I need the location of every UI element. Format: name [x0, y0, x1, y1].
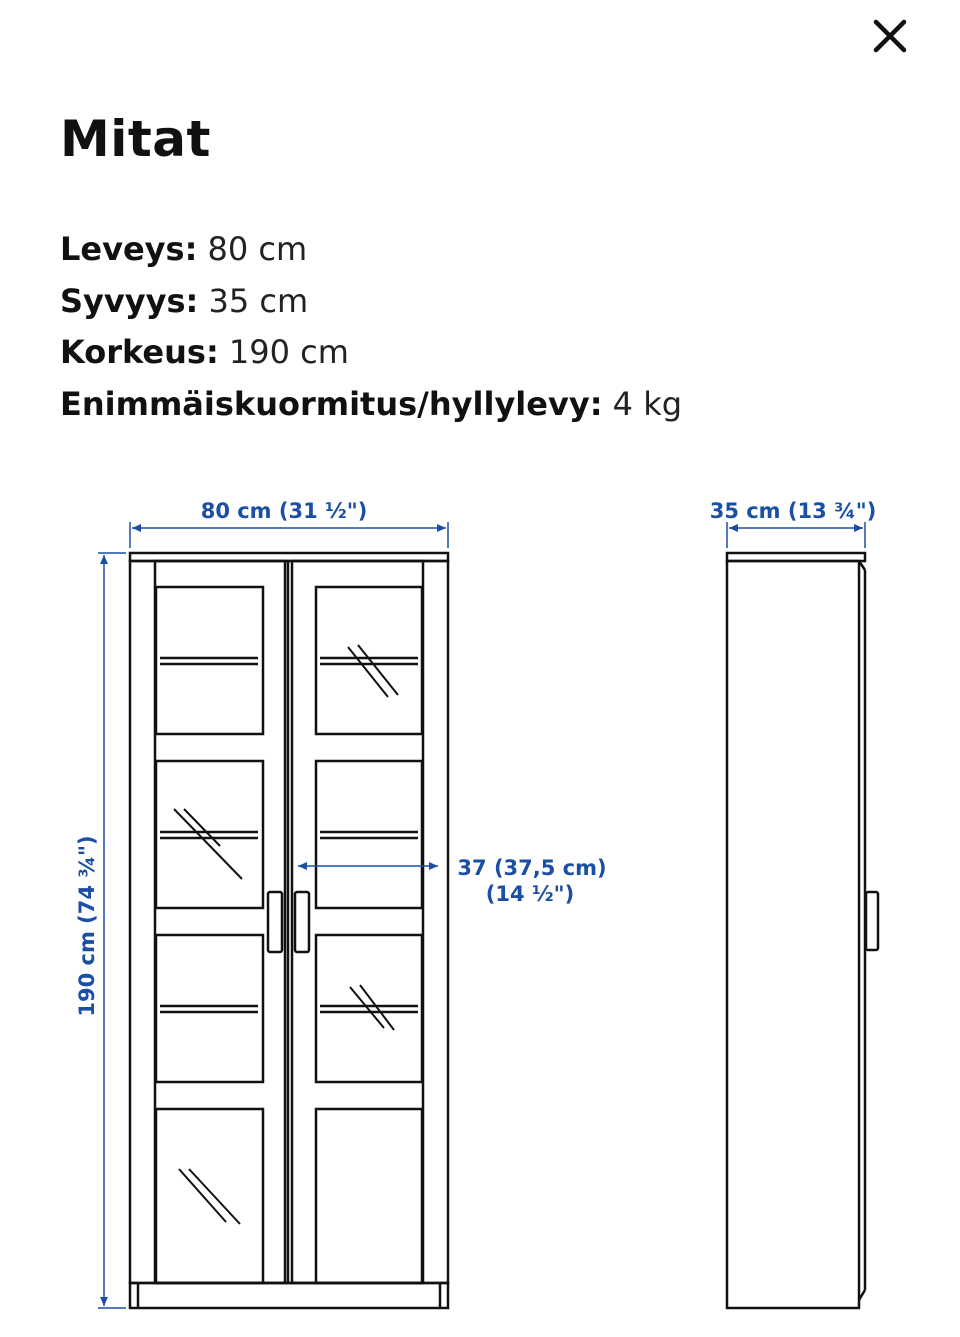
- dimension-value: 190 cm: [228, 333, 349, 371]
- width-dimension: [130, 499, 448, 548]
- front-view-drawing: [130, 553, 448, 1308]
- height-dimension-label: 190 cm (74 ¾"): [75, 835, 99, 1017]
- depth-dimension-label: 35 cm (13 ¾"): [709, 499, 877, 523]
- shelf-width-label-line2: (14 ½"): [485, 882, 575, 906]
- dimension-label: Leveys:: [60, 230, 198, 268]
- width-dimension-label: 80 cm (31 ½"): [200, 499, 368, 523]
- dimension-width: [60, 224, 682, 276]
- dimension-value: 80 cm: [207, 230, 308, 268]
- dimensions-list: [60, 224, 682, 430]
- dimension-label: Enimmäiskuormitus/hyllylevy:: [60, 384, 603, 423]
- dimension-value: 4 kg: [612, 384, 683, 423]
- dimension-depth: [60, 276, 682, 328]
- shelf-width-label-line1: 37 (37,5 cm): [457, 856, 607, 880]
- dimension-max-load: [60, 379, 682, 431]
- dimension-value: 35 cm: [208, 281, 309, 320]
- dimension-label: Korkeus:: [60, 333, 219, 371]
- depth-dimension: [710, 499, 877, 548]
- shelf-width-dimension: [298, 856, 607, 906]
- page-title: Mitat: [60, 110, 211, 168]
- dimension-label: Syvyys:: [60, 281, 199, 320]
- side-view-drawing: [727, 553, 878, 1308]
- dimension-drawing: [0, 460, 960, 1337]
- dimension-height: [60, 327, 682, 379]
- close-icon: [873, 19, 907, 53]
- close-button[interactable]: [860, 6, 920, 66]
- height-dimension: [75, 553, 126, 1308]
